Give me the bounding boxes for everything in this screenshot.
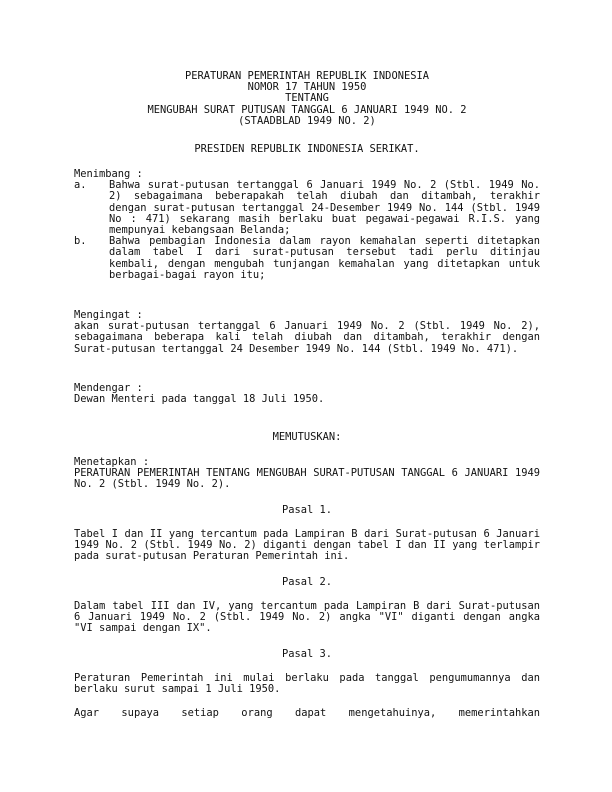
menimbang-section bbox=[74, 169, 540, 281]
regulation-tentang: TENTANG bbox=[285, 92, 329, 105]
pasal-2-title: Pasal 2. bbox=[281, 576, 333, 588]
regulation-staatsblad: (STAADBLAD 1949 NO. 2) bbox=[238, 114, 376, 127]
mendengar-section bbox=[74, 383, 540, 405]
list-marker: b. bbox=[74, 235, 87, 248]
document-header bbox=[74, 71, 540, 127]
regulation-number: NOMOR 17 TAHUN 1950 bbox=[247, 81, 367, 94]
mendengar-label: Mendengar : bbox=[74, 382, 143, 394]
list-marker: a. bbox=[74, 179, 87, 192]
issuer-line: PRESIDEN REPUBLIK INDONESIA SERIKAT. bbox=[194, 143, 420, 155]
regulation-title: PERATURAN PEMERINTAH REPUBLIK INDONESIA bbox=[185, 70, 429, 82]
menetapkan-text: PERATURAN PEMERINTAH TENTANG MENGUBAH SURAT-PUTUSAN TANGGAL 6 JANUARI 1949 No. 2 (Stbl. 1949 No. 2). bbox=[74, 467, 540, 491]
menimbang-item-text: Bahwa surat-putusan tertanggal 6 Januari 1949 No. 2 (Stbl. 1949 No. 2) sebagaimana beberapakah telah diubah dan ditambah, terakhir dengan surat-putusan tertanggal 24-Desember 1949 No. 144 (Stbl. 1949 No : 471) sekarang masih berlaku buat pegawai-pegawai R.I.S. yang mempunyai kebangsaan Belanda; bbox=[109, 179, 540, 237]
pasal-2-text: Dalam tabel III dan IV, yang tercantum pada Lampiran B dari Surat-putusan 6 Januari 1949 No. 2 (Stbl. 1949 No. 2) angka "VI" diganti dengan angka "VI sampai dengan IX". bbox=[74, 600, 540, 635]
mendengar-text: Dewan Menteri pada tanggal 18 Juli 1950. bbox=[74, 393, 325, 406]
memutuskan-heading: MEMUTUSKAN: bbox=[272, 431, 342, 443]
mengingat-text: akan surat-putusan tertanggal 6 Januari 1949 No. 2 (Stbl. 1949 No. 2), sebagaimana beberapa kali telah diubah dan ditambah, terakhir dengan Surat-putusan tertanggal 24 Desember 1949 No. 144 (Stbl. 1949 No. 471). bbox=[74, 320, 540, 355]
menimbang-item-b bbox=[74, 236, 540, 281]
menimbang-item-a bbox=[74, 180, 540, 236]
regulation-subject: MENGUBAH SURAT PUTUSAN TANGGAL 6 JANUARI 1949 NO. 2 bbox=[147, 103, 467, 116]
menimbang-item-text: Bahwa pembagian Indonesia dalam rayon kemahalan seperti ditetapkan dalam tabel I dari surat-putusan tersebut tadi perlu ditinjau kembali, dengan mengubah tunjangan kemahalan yang ditetapkan untuk berbagai-bagai rayon itu; bbox=[109, 235, 540, 281]
menetapkan-label: Menetapkan : bbox=[74, 456, 150, 468]
pasal-1-title: Pasal 1. bbox=[281, 504, 333, 516]
pasal-3-text: Peraturan Pemerintah ini mulai berlaku pada tanggal pengumumannya dan berlaku surut sampai 1 Juli 1950. bbox=[74, 672, 540, 696]
menetapkan-section bbox=[74, 457, 540, 491]
mengingat-label: Mengingat : bbox=[74, 309, 143, 321]
pasal-1-text: Tabel I dan II yang tercantum pada Lampiran B dari Surat-putusan 6 Januari 1949 No. 2 (Stbl. 1949 No. 2) diganti dengan tabel I dan II yang terlampir pada surat-putusan Peraturan Pemerintah ini. bbox=[74, 528, 540, 563]
closing-text: Agar supaya setiap orang dapat mengetahuinya, memerintahkan bbox=[74, 707, 540, 719]
menimbang-label: Menimbang : bbox=[74, 168, 143, 180]
mengingat-section bbox=[74, 310, 540, 355]
pasal-3-title: Pasal 3. bbox=[281, 648, 333, 660]
